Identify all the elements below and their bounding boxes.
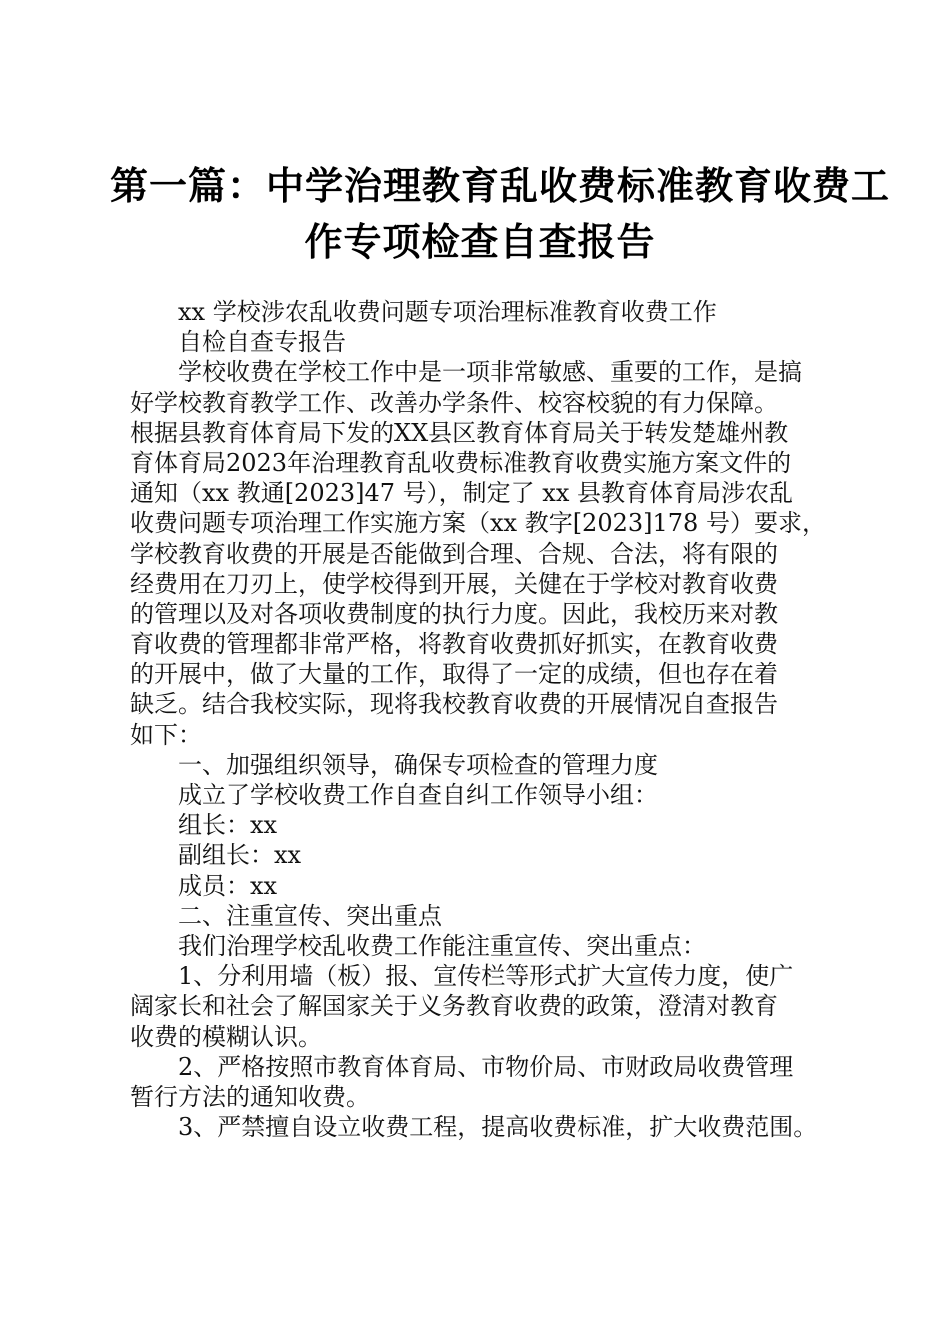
body-line: 好学校教育教学工作、改善办学条件、校容校貌的有力保障。 [130, 388, 778, 417]
body-line: 成立了学校收费工作自查自纠工作领导小组： [178, 781, 658, 809]
body-line: 副组长：xx [178, 841, 302, 870]
body-line: 3、严禁擅自设立收费工程，提高收费标准，扩大收费范围。 [178, 1113, 818, 1142]
body-line: 如下： [130, 720, 202, 749]
title-line-1: 第一篇：中学治理教育乱收费标准教育收费工 [110, 164, 891, 208]
body-line: 的管理以及对各项收费制度的执行力度。因此，我校历来对教 [130, 599, 778, 628]
body-line: 阔家长和社会了解国家关于义务教育收费的政策，澄清对教育 [130, 992, 778, 1021]
body-line: 二、注重宣传、突出重点 [178, 901, 442, 930]
title-line-2: 作专项检查自查报告 [304, 220, 656, 264]
body-line: 的开展中，做了大量的工作，取得了一定的成绩，但也存在着 [130, 660, 778, 689]
body-line: 自检自查专报告 [178, 328, 346, 357]
body-line: 我们治理学校乱收费工作能注重宣传、突出重点： [178, 931, 706, 960]
body-line: 暂行方法的通知收费。 [130, 1082, 370, 1111]
body-line: 收费的模糊认识。 [130, 1022, 322, 1051]
body-line: 育收费的管理都非常严格，将教育收费抓好抓实，在教育收费 [130, 630, 778, 659]
body-line: 缺乏。结合我校实际，现将我校教育收费的开展情况自查报告 [130, 690, 778, 719]
document-body [130, 297, 850, 1142]
body-line: 学校收费在学校工作中是一项非常敏感、重要的工作，是搞 [178, 358, 802, 387]
body-line: 通知（xx 教通[2023]47 号），制定了 xx 县教育体育局涉农乱 [130, 479, 793, 508]
body-line: 成员：xx [178, 871, 278, 900]
body-line: xx 学校涉农乱收费问题专项治理标准教育收费工作 [178, 298, 717, 326]
body-line: 收费问题专项治理工作实施方案（xx 教字[2023]178 号）要求， [130, 509, 826, 538]
body-line: 2、严格按照市教育体育局、市物价局、市财政局收费管理 [178, 1052, 794, 1081]
body-line: 育体育局2023年治理教育乱收费标准教育收费实施方案文件的 [130, 448, 792, 477]
body-line: 学校教育收费的开展是否能做到合理、合规、合法，将有限的 [130, 539, 778, 568]
body-line: 经费用在刀刃上，使学校得到开展，关健在于学校对教育收费 [130, 569, 778, 598]
body-line: 一、加强组织领导，确保专项检查的管理力度 [178, 750, 658, 779]
body-line: 1、分利用墙（板）报、宣传栏等形式扩大宣传力度，使广 [178, 962, 794, 991]
body-line: 组长：xx [178, 811, 278, 840]
body-line: 根据县教育体育局下发的XX县区教育体育局关于转发楚雄州教 [130, 418, 789, 447]
document-title [110, 158, 891, 270]
